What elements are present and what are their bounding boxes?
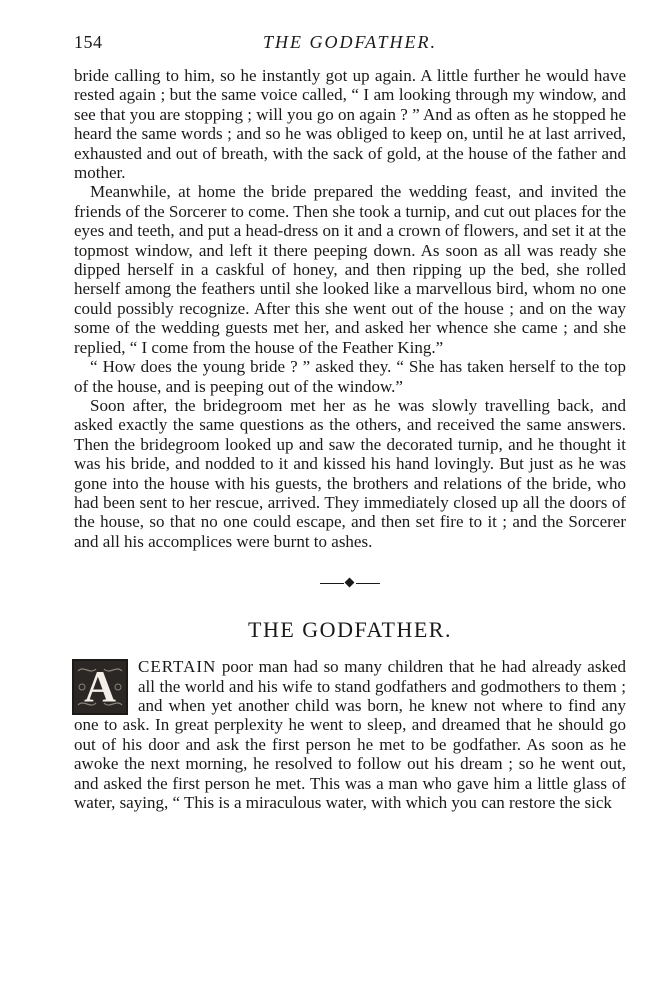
book-page <box>74 30 626 812</box>
section-divider-ornament <box>320 577 380 591</box>
page-number: 154 <box>74 32 103 52</box>
running-head <box>74 30 626 54</box>
running-title: THE GODFATHER. <box>262 32 437 52</box>
story-first-paragraph <box>74 657 626 812</box>
divider-rule-left <box>320 583 344 584</box>
story-first-paragraph-text: poor man had so many children that he had already asked all the world and his wife to stand godfathers and godmothers to them ; and when yet another child was born, he knew not where to find any one to ask. In great perplexity he went to sleep, and dreamed that he should go out of his door and ask the first person he met to be godfather. As soon as he awoke the next morning, he resolved to follow out his dream ; so he went out, and asked the first person he met. This was a man who gave him a little glass of water, saying, “ This is a miraculous water, with which you can restore the sick <box>74 657 626 812</box>
previous-story-text <box>74 66 626 551</box>
story-title: THE GODFATHER. <box>248 617 452 643</box>
divider-rule-right <box>356 583 380 584</box>
paragraph: Soon after, the bridegroom met her as he was slowly travelling back, and asked exactly the same questions as the others, and received the same answers. Then the bridegroom looked up and saw the decorated turnip, and he thought it was his bride, and nodded to it and kissed his hand lovingly. But just as he was gone into the house with his guests, the brothers and relations of the bride, who had been sent to her rescue, arrived. They immediately closed up all the doors of the house, so that no one could escape, and then set fire to it ; and the Sorcerer and all his accomplices were burnt to ashes. <box>74 395 626 551</box>
decorated-drop-cap <box>72 659 128 715</box>
paragraph: “ How does the young bride ? ” asked they. “ She has taken herself to the top of the house, and is peeping out of the window.” <box>74 357 626 396</box>
paragraph: Meanwhile, at home the bride prepared the wedding feast, and invited the friends of the Sorcerer to come. Then she took a turnip, and cut out places for the eyes and teeth, and put a head-dress on it and a crown of flowers, and set it at the topmost window, and left it there peeping down. As soon as all was ready she dipped herself in a caskful of honey, and then ripping up the bed, she rolled herself among the feathers until she looked like a marvellous bird, whom no one could possibly recognize. After this she went out of the house ; and on the way some of the wedding guests met her, and asked her whence she came ; and she replied, “ I come from the house of the Feather King.” <box>74 182 627 357</box>
story-first-words: CERTAIN <box>138 657 217 677</box>
story-text <box>74 657 626 812</box>
drop-cap-letter: A <box>84 662 116 712</box>
diamond-ornament-icon <box>345 578 355 588</box>
paragraph: bride calling to him, so he instantly got up again. A little further he would have rested again ; but the same voice called, “ I am looking through my window, and see that you are stopping ; will you go on again ? ” And as often as he stopped he heard the same words ; and so he was obliged to keep on, until he at last arrived, exhausted and out of breath, with the sack of gold, at the house of the father and mother. <box>74 66 626 183</box>
